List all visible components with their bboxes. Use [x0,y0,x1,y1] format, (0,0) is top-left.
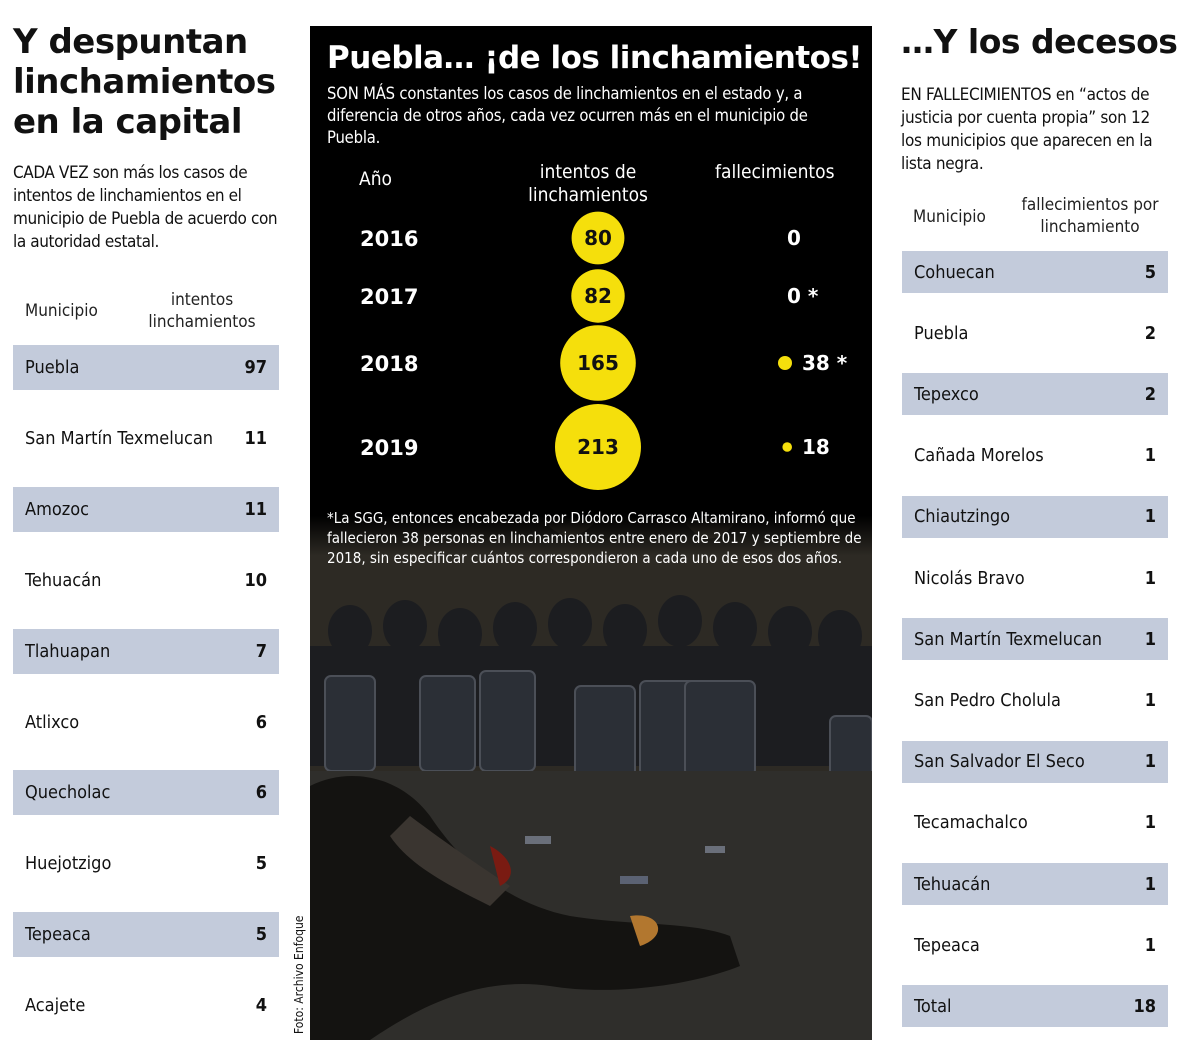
municipio-value: 1 [1144,567,1156,589]
left-col-value: intentos linchamientos [148,290,256,332]
table-row [902,863,1168,905]
table-row [902,741,1168,783]
year-label: 2017 [360,285,419,309]
municipio-value: 5 [255,924,267,946]
right-title: …Y los decesos [901,22,1178,61]
municipio-name: Tehuacán [914,873,991,895]
municipio-name: Nicolás Bravo [914,567,1025,589]
table-row [13,912,279,957]
left-intro: CADA VEZ son más los casos de intentos de linchamientos en el municipio de Puebla de acuerdo con la autoridad estatal. [13,163,278,252]
municipio-value: 1 [1144,934,1156,956]
municipio-value: 10 [244,569,267,591]
fallecimientos-label: 0 [787,226,801,250]
table-row [13,345,279,390]
right-intro: EN FALLECIMIENTOS en “actos de justicia por cuenta propia” son 12 los municipios que aparecen en la lista negra. [901,85,1153,174]
table-row [13,770,279,815]
chart-col-year: Año [359,168,392,190]
table-row [902,679,1168,721]
left-title: Y despuntan linchamientos en la capital [13,22,276,142]
intentos-label: 80 [584,226,612,250]
photo [310,516,872,1040]
center-footnote: *La SGG, entonces encabezada por Diódoro Carrasco Altamirano, informó que fallecieron 38 personas en linchamientos entre enero de 2017 y septiembre de 2018, sin especificar cuántos correspondieron a cada uno de esos dos años. [327,509,862,567]
municipio-name: Tepeaca [914,934,980,956]
municipio-value: 1 [1144,445,1156,467]
municipio-value: 5 [255,853,267,875]
municipio-value: 7 [255,640,267,662]
municipio-value: 11 [244,498,267,520]
municipio-name: Puebla [914,322,969,344]
municipio-name: Puebla [25,357,80,378]
municipio-name: Amozoc [25,498,90,520]
fallecimientos-label: 0 * [787,284,819,308]
municipio-name: Tecamachalco [914,812,1028,834]
municipio-name: San Pedro Cholula [914,689,1061,711]
table-row [902,985,1168,1027]
table-row [902,618,1168,660]
table-row [13,416,279,461]
municipio-value: 1 [1144,873,1156,895]
table-row [13,487,279,532]
municipio-name: San Martín Texmelucan [25,427,214,449]
year-label: 2016 [360,227,419,251]
table-row [13,558,279,603]
municipio-name: Chiautzingo [914,506,1011,528]
right-col-value: fallecimientos por linchamiento [1021,195,1159,237]
municipio-value: 11 [244,427,267,449]
municipio-value: 1 [1144,812,1156,834]
table-row [902,251,1168,293]
municipio-value: 1 [1144,689,1156,711]
left-col-municipio: Municipio [25,301,98,321]
bubble-chart [310,26,872,496]
center-title: Puebla… ¡de los linchamientos! [327,40,863,76]
fallecimientos-label: 38 * [802,351,848,375]
fallecimientos-label: 18 [802,435,830,459]
fallecimientos-dot [778,356,792,370]
photo-illustration [310,516,872,1040]
right-col-municipio: Municipio [913,207,986,227]
municipio-name: Tehuacán [25,569,102,591]
table-row [13,983,279,1028]
municipio-name: Quecholac [25,782,111,804]
municipio-value: 97 [244,357,267,378]
municipio-name: Cohuecan [914,261,995,283]
table-row [902,802,1168,844]
table-row [902,435,1168,477]
municipio-name: San Salvador El Seco [914,751,1085,773]
year-label: 2019 [360,436,419,460]
photo-credit: Foto: Archivo Enfoque [292,915,306,1034]
table-row [902,373,1168,415]
municipio-name: Tepexco [914,383,979,405]
municipio-name: Total [914,995,952,1017]
chart-col-fallecimientos: fallecimientos [715,161,835,183]
municipio-name: Tepeaca [25,924,91,946]
table-row [902,312,1168,354]
table-row [902,496,1168,538]
intentos-label: 82 [584,284,612,308]
municipio-value: 5 [1144,261,1156,283]
center-panel [310,26,872,1040]
municipio-name: Cañada Morelos [914,445,1044,467]
municipio-value: 4 [255,995,267,1017]
fallecimientos-dot [782,442,792,452]
municipio-name: Huejotzigo [25,853,112,875]
center-intro: SON MÁS constantes los casos de linchamientos en el estado y, a diferencia de otros años, cada vez ocurren más en el municipio de Puebla. [327,84,808,147]
municipio-value: 1 [1144,628,1156,650]
table-row [13,629,279,674]
intentos-label: 165 [577,351,619,375]
municipio-name: San Martín Texmelucan [914,628,1103,650]
chart-col-intentos: intentos de linchamientos [528,161,648,206]
table-row [902,924,1168,966]
municipio-value: 2 [1144,322,1156,344]
intentos-label: 213 [577,435,619,459]
municipio-value: 1 [1144,751,1156,773]
municipio-name: Acajete [25,995,86,1017]
table-row [902,557,1168,599]
municipio-value: 1 [1144,506,1156,528]
municipio-name: Atlixco [25,711,80,733]
municipio-name: Tlahuapan [25,640,111,662]
municipio-value: 18 [1133,995,1156,1017]
municipio-value: 2 [1144,383,1156,405]
municipio-value: 6 [255,782,267,804]
year-label: 2018 [360,352,419,376]
municipio-value: 6 [255,711,267,733]
table-row [13,841,279,886]
table-row [13,700,279,745]
